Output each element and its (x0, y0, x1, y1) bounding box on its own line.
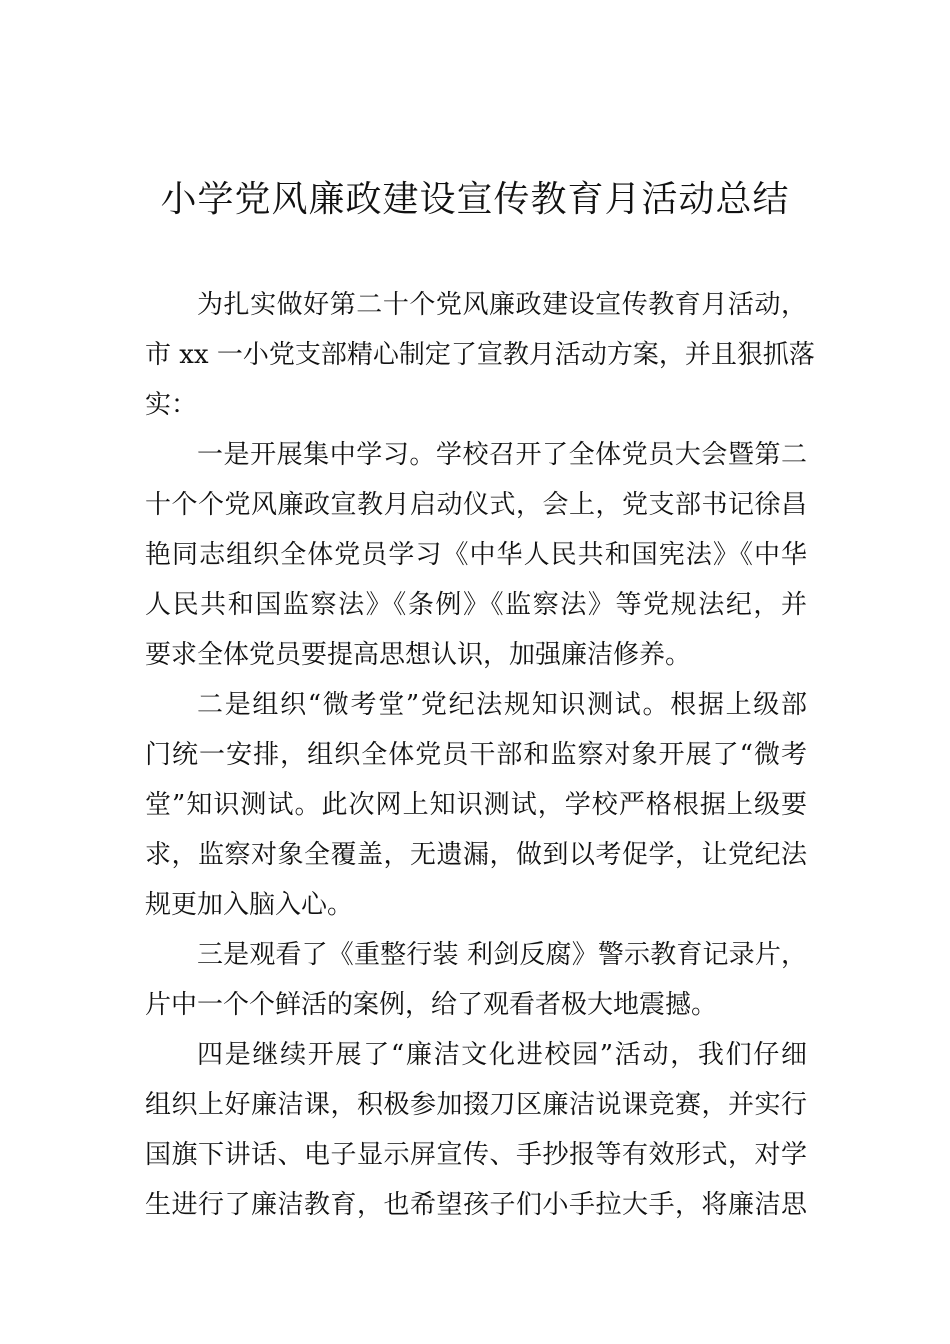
paragraph-5-line-2: 组织上好廉洁课，积极参加掇刀区廉洁说课竞赛，并实行 (145, 1090, 807, 1120)
paragraph-5-line-4: 生进行了廉洁教育，也希望孩子们小手拉大手，将廉洁思 (145, 1190, 807, 1220)
paragraph-1-line-1: 为扎实做好第二十个党风廉政建设宣传教育月活动， (197, 290, 807, 320)
document-title: 小学党风廉政建设宣传教育月活动总结 (160, 179, 790, 220)
paragraph-3-line-3: 堂”知识测试。此次网上知识测试，学校严格根据上级要 (145, 790, 807, 820)
paragraph-2-line-3: 艳同志组织全体党员学习《中华人民共和国宪法》《中华 (145, 540, 807, 570)
paragraph-3-line-2: 门统一安排，组织全体党员干部和监察对象开展了“微考 (145, 740, 807, 770)
paragraph-5-line-3: 国旗下讲话、电子显示屏宣传、手抄报等有效形式，对学 (145, 1140, 807, 1170)
paragraph-3-line-5: 规更加入脑入心。 (145, 890, 354, 920)
paragraph-2-line-2: 十个个党风廉政宣教月启动仪式，会上，党支部书记徐昌 (145, 490, 807, 520)
paragraph-3-line-4: 求，监察对象全覆盖，无遗漏，做到以考促学，让党纪法 (145, 840, 807, 870)
paragraph-1-line-3: 实： (145, 390, 198, 420)
paragraph-1-line-2: 市 xx 一小党支部精心制定了宣教月活动方案，并且狠抓落 (145, 340, 815, 370)
paragraph-2-line-4: 人民共和国监察法》《条例》《监察法》等党规法纪，并 (145, 590, 807, 620)
paragraph-2-line-1: 一是开展集中学习。学校召开了全体党员大会暨第二 (197, 440, 807, 470)
document-body (145, 280, 815, 1230)
paragraph-4-line-1: 三是观看了《重整行装 利剑反腐》警示教育记录片， (197, 940, 807, 970)
paragraph-2-line-5: 要求全体党员要提高思想认识，加强廉洁修养。 (145, 640, 692, 670)
paragraph-4-line-2: 片中一个个鲜活的案例，给了观看者极大地震撼。 (145, 990, 718, 1020)
paragraph-5-line-1: 四是继续开展了“廉洁文化进校园”活动，我们仔细 (197, 1040, 807, 1070)
paragraph-3-line-1: 二是组织“微考堂”党纪法规知识测试。根据上级部 (197, 690, 807, 720)
